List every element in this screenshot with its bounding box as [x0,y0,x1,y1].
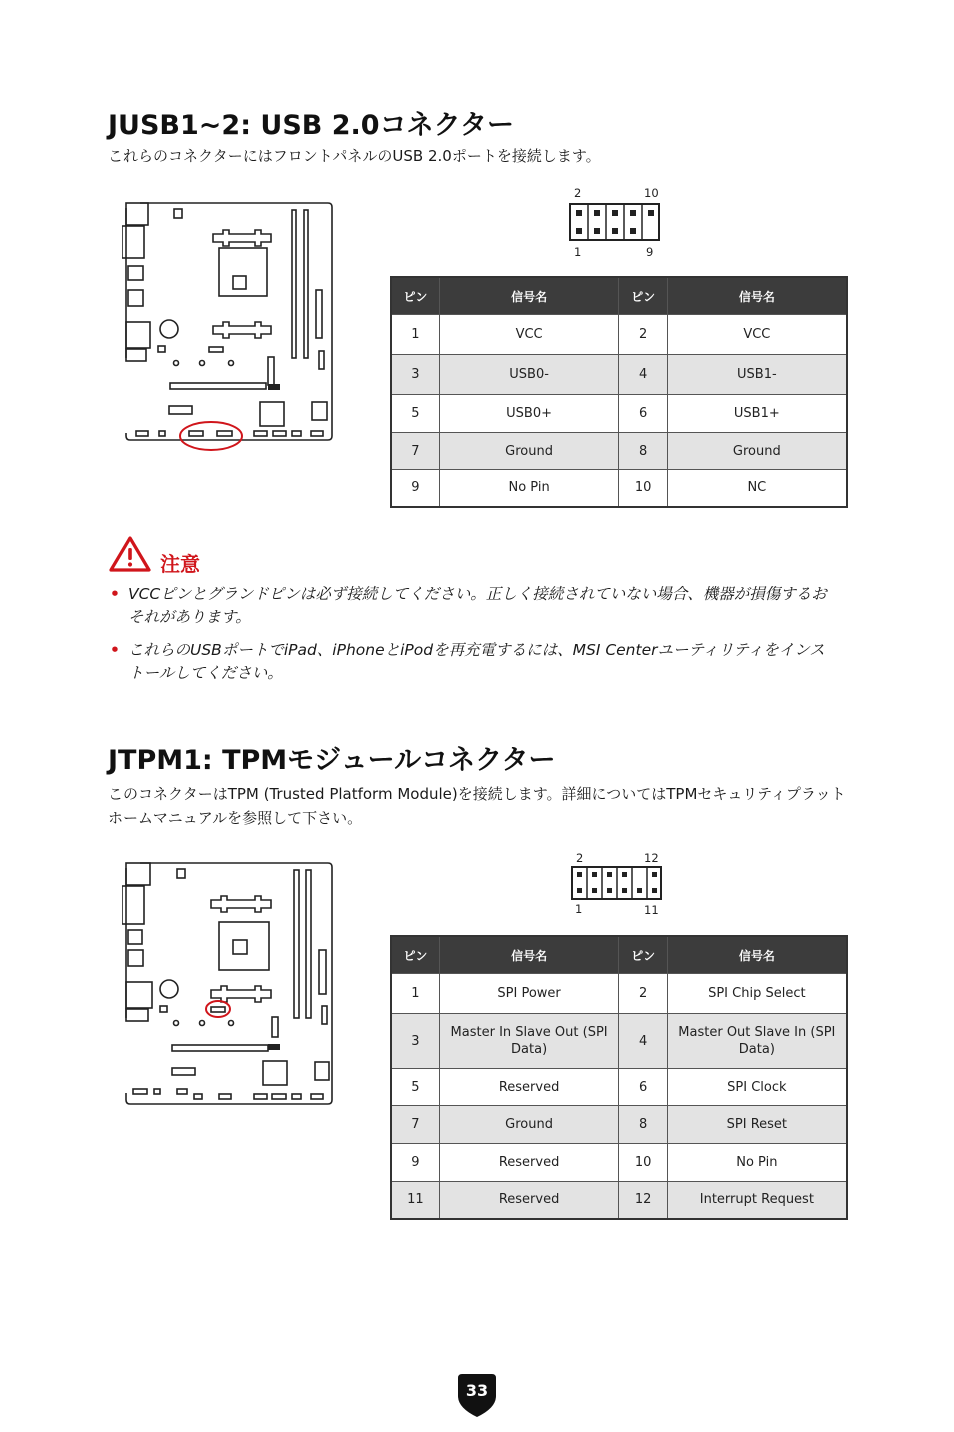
table-cell: 4 [619,355,667,395]
table-row [391,315,847,355]
table-row [391,974,847,1014]
table-cell: Ground [667,433,847,470]
table-row [391,355,847,395]
table-row [391,1144,847,1182]
table-cell: 2 [619,974,667,1014]
table-cell: SPI Chip Select [667,974,847,1014]
tpm-header-label-bottom-right: 11 [644,903,659,917]
table-cell: 5 [391,1069,439,1106]
table-cell: 8 [619,433,667,470]
tpm-section-title: JTPM1: TPMモジュールコネクター [108,745,556,776]
table-cell: SPI Reset [667,1106,847,1144]
col-header-signal: 信号名 [439,277,619,315]
page-number: 33 [465,1381,489,1400]
motherboard-diagram-usb [122,198,336,453]
table-cell: 10 [619,470,667,507]
usb-header-label-bottom-right: 9 [646,245,654,259]
table-cell: 3 [391,1014,439,1069]
table-cell: No Pin [439,470,619,507]
col-header-pin: ピン [619,277,667,315]
usb-header-label-top-left: 2 [574,186,582,200]
tpm-header-label-top-right: 12 [644,851,659,865]
table-cell: Master Out Slave In (SPI Data) [667,1014,847,1069]
caution-item-text: これらのUSBポートでiPad、iPhoneとiPodを再充電するには、MSI Centerユーティリティをインストールしてください。 [128,641,825,682]
warning-icon [108,535,152,573]
col-header-pin: ピン [391,277,439,315]
tpm-pinout-table [390,935,848,1220]
table-header-row [391,936,847,974]
table-cell: USB1- [667,355,847,395]
tpm-intro-text: このコネクターはTPM (Trusted Platform Module)を接続します。詳細についてはTPMセキュリティプラットホームマニュアルを参照して下さい。 [108,785,846,827]
table-cell: Master In Slave Out (SPI Data) [439,1014,619,1069]
table-cell: 7 [391,433,439,470]
table-cell: 4 [619,1014,667,1069]
col-header-pin: ピン [619,936,667,974]
usb-pin-header-diagram [569,203,661,241]
usb-intro-text: これらのコネクターにはフロントパネルのUSB 2.0ポートを接続します。 [108,147,601,165]
table-row [391,1014,847,1069]
table-row [391,1069,847,1106]
col-header-signal: 信号名 [667,936,847,974]
usb-header-label-bottom-left: 1 [574,245,582,259]
caution-list [110,583,830,695]
table-cell: 7 [391,1106,439,1144]
usb-section-title: JUSB1~2: USB 2.0コネクター [108,110,515,141]
table-cell: Interrupt Request [667,1182,847,1219]
table-cell: USB0- [439,355,619,395]
table-cell: Reserved [439,1144,619,1182]
table-row [391,1106,847,1144]
usb-pinout-table [390,276,848,508]
caution-title: 注意 [160,552,200,576]
col-header-signal: 信号名 [667,277,847,315]
caution-item [110,639,830,685]
caution-item [110,583,830,629]
motherboard-diagram-tpm [122,858,336,1108]
table-cell: 9 [391,470,439,507]
table-cell: Ground [439,433,619,470]
bullet-icon: • [110,641,120,659]
table-row [391,470,847,507]
table-cell: USB0+ [439,395,619,433]
table-row [391,433,847,470]
tpm-header-label-top-left: 2 [576,851,584,865]
table-cell: NC [667,470,847,507]
tpm-pin-header-diagram [571,866,663,900]
table-cell: 1 [391,315,439,355]
table-cell: 8 [619,1106,667,1144]
table-cell: 11 [391,1182,439,1219]
table-row [391,1182,847,1219]
table-cell: 5 [391,395,439,433]
usb-header-label-top-right: 10 [644,186,659,200]
table-cell: VCC [439,315,619,355]
table-header-row [391,277,847,315]
table-cell: Reserved [439,1182,619,1219]
table-cell: 10 [619,1144,667,1182]
col-header-pin: ピン [391,936,439,974]
table-cell: SPI Power [439,974,619,1014]
tpm-header-label-bottom-left: 1 [575,902,583,916]
table-cell: 2 [619,315,667,355]
table-cell: Reserved [439,1069,619,1106]
table-cell: 12 [619,1182,667,1219]
table-cell: USB1+ [667,395,847,433]
caution-item-text: VCCピンとグランドピンは必ず接続してください。正しく接続されていない場合、機器が損傷するおそれがあります。 [128,585,827,626]
table-cell: 1 [391,974,439,1014]
table-cell: Ground [439,1106,619,1144]
table-cell: VCC [667,315,847,355]
page-number-badge [456,1372,498,1418]
table-cell: 9 [391,1144,439,1182]
table-cell: No Pin [667,1144,847,1182]
table-cell: SPI Clock [667,1069,847,1106]
bullet-icon: • [110,585,120,603]
table-cell: 6 [619,395,667,433]
table-row [391,395,847,433]
table-cell: 6 [619,1069,667,1106]
table-cell: 3 [391,355,439,395]
col-header-signal: 信号名 [439,936,619,974]
